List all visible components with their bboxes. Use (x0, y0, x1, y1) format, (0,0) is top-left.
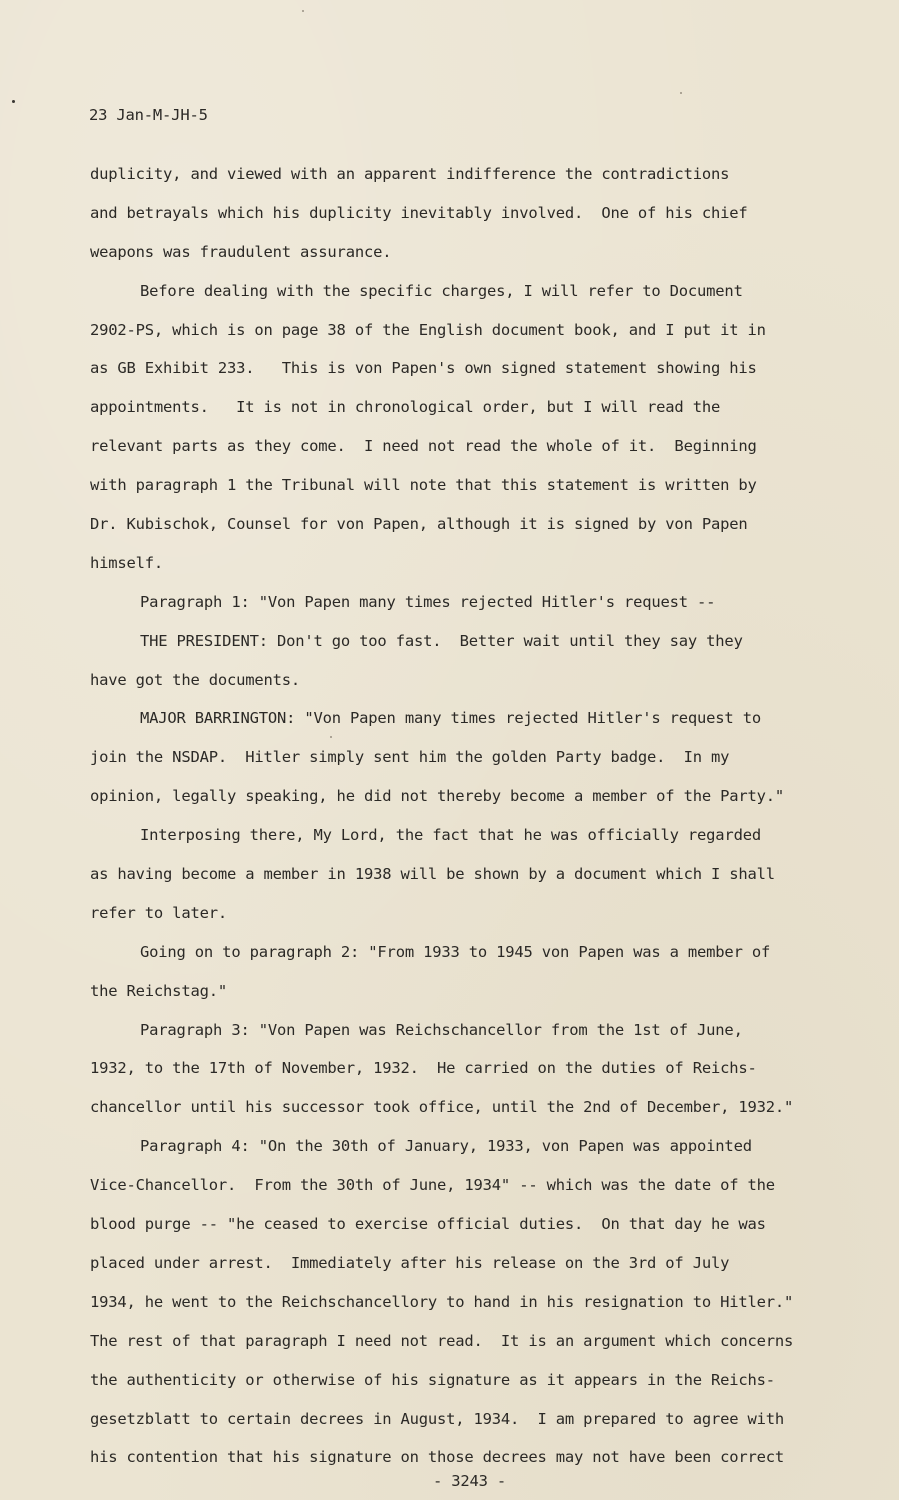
text-line: Interposing there, My Lord, the fact that he was officially regarded (140, 826, 761, 845)
text-line: the authenticity or otherwise of his signature as it appears in the Reichs- (90, 1370, 775, 1389)
margin-mark (12, 100, 15, 103)
paper-speck (302, 10, 304, 12)
text-line: placed under arrest. Immediately after his release on the 3rd of July (90, 1253, 730, 1272)
text-line: appointments. It is not in chronological order, but I will read the (90, 398, 721, 417)
text-line: himself. (90, 553, 164, 572)
text-line: Going on to paragraph 2: "From 1933 to 1945 von Papen was a member of (140, 942, 771, 961)
text-line: Paragraph 3: "Von Papen was Reichschancellor from the 1st of June, (140, 1020, 743, 1039)
text-line: refer to later. (90, 903, 227, 922)
text-line: opinion, legally speaking, he did not thereby become a member of the Party." (90, 787, 785, 806)
text-line: 1934, he went to the Reichschancellory to hand in his resignation to Hitler." (90, 1292, 794, 1311)
text-line: 1932, to the 17th of November, 1932. He carried on the duties of Reichs- (90, 1059, 757, 1078)
text-line: Before dealing with the specific charges, I will refer to Document (140, 281, 743, 300)
text-line: chancellor until his successor took office, until the 2nd of December, 1932." (90, 1098, 794, 1117)
text-line: relevant parts as they come. I need not read the whole of it. Beginning (90, 437, 757, 456)
text-line: with paragraph 1 the Tribunal will note that this statement is written by (90, 476, 757, 495)
body-text (90, 160, 850, 1482)
text-line: as GB Exhibit 233. This is von Papen's own signed statement showing his (90, 359, 757, 378)
text-line: Vice-Chancellor. From the 30th of June, 1934" -- which was the date of the (90, 1176, 775, 1195)
text-line: the Reichstag." (90, 981, 227, 1000)
text-line: blood purge -- "he ceased to exercise official duties. On that day he was (90, 1215, 766, 1234)
text-line: join the NSDAP. Hitler simply sent him the golden Party badge. In my (90, 748, 730, 767)
page-header: 23 Jan-M-JH-5 (89, 106, 208, 124)
text-line: gesetzblatt to certain decrees in August, 1934. I am prepared to agree with (90, 1409, 785, 1428)
text-line: weapons was fraudulent assurance. (90, 242, 392, 261)
paper-speck (680, 92, 682, 94)
text-line: Dr. Kubischok, Counsel for von Papen, although it is signed by von Papen (90, 515, 748, 534)
text-line: MAJOR BARRINGTON: "Von Papen many times rejected Hitler's request to (140, 709, 761, 728)
text-line: Paragraph 1: "Von Papen many times rejected Hitler's request -- (140, 592, 716, 611)
text-line: 2902-PS, which is on page 38 of the English document book, and I put it in (90, 320, 766, 339)
text-line: have got the documents. (90, 670, 301, 689)
text-line: The rest of that paragraph I need not read. It is an argument which concerns (90, 1331, 794, 1350)
text-line: Paragraph 4: "On the 30th of January, 1933, von Papen was appointed (140, 1137, 752, 1156)
text-line: as having become a member in 1938 will be shown by a document which I shall (90, 865, 775, 884)
text-line: his contention that his signature on those decrees may not have been correct (90, 1448, 785, 1467)
page-number: - 3243 - (432, 1472, 507, 1490)
text-line: duplicity, and viewed with an apparent indifference the contradictions (90, 165, 730, 183)
text-line: and betrayals which his duplicity inevitably involved. One of his chief (90, 203, 748, 222)
text-line: THE PRESIDENT: Don't go too fast. Better wait until they say they (140, 631, 743, 650)
